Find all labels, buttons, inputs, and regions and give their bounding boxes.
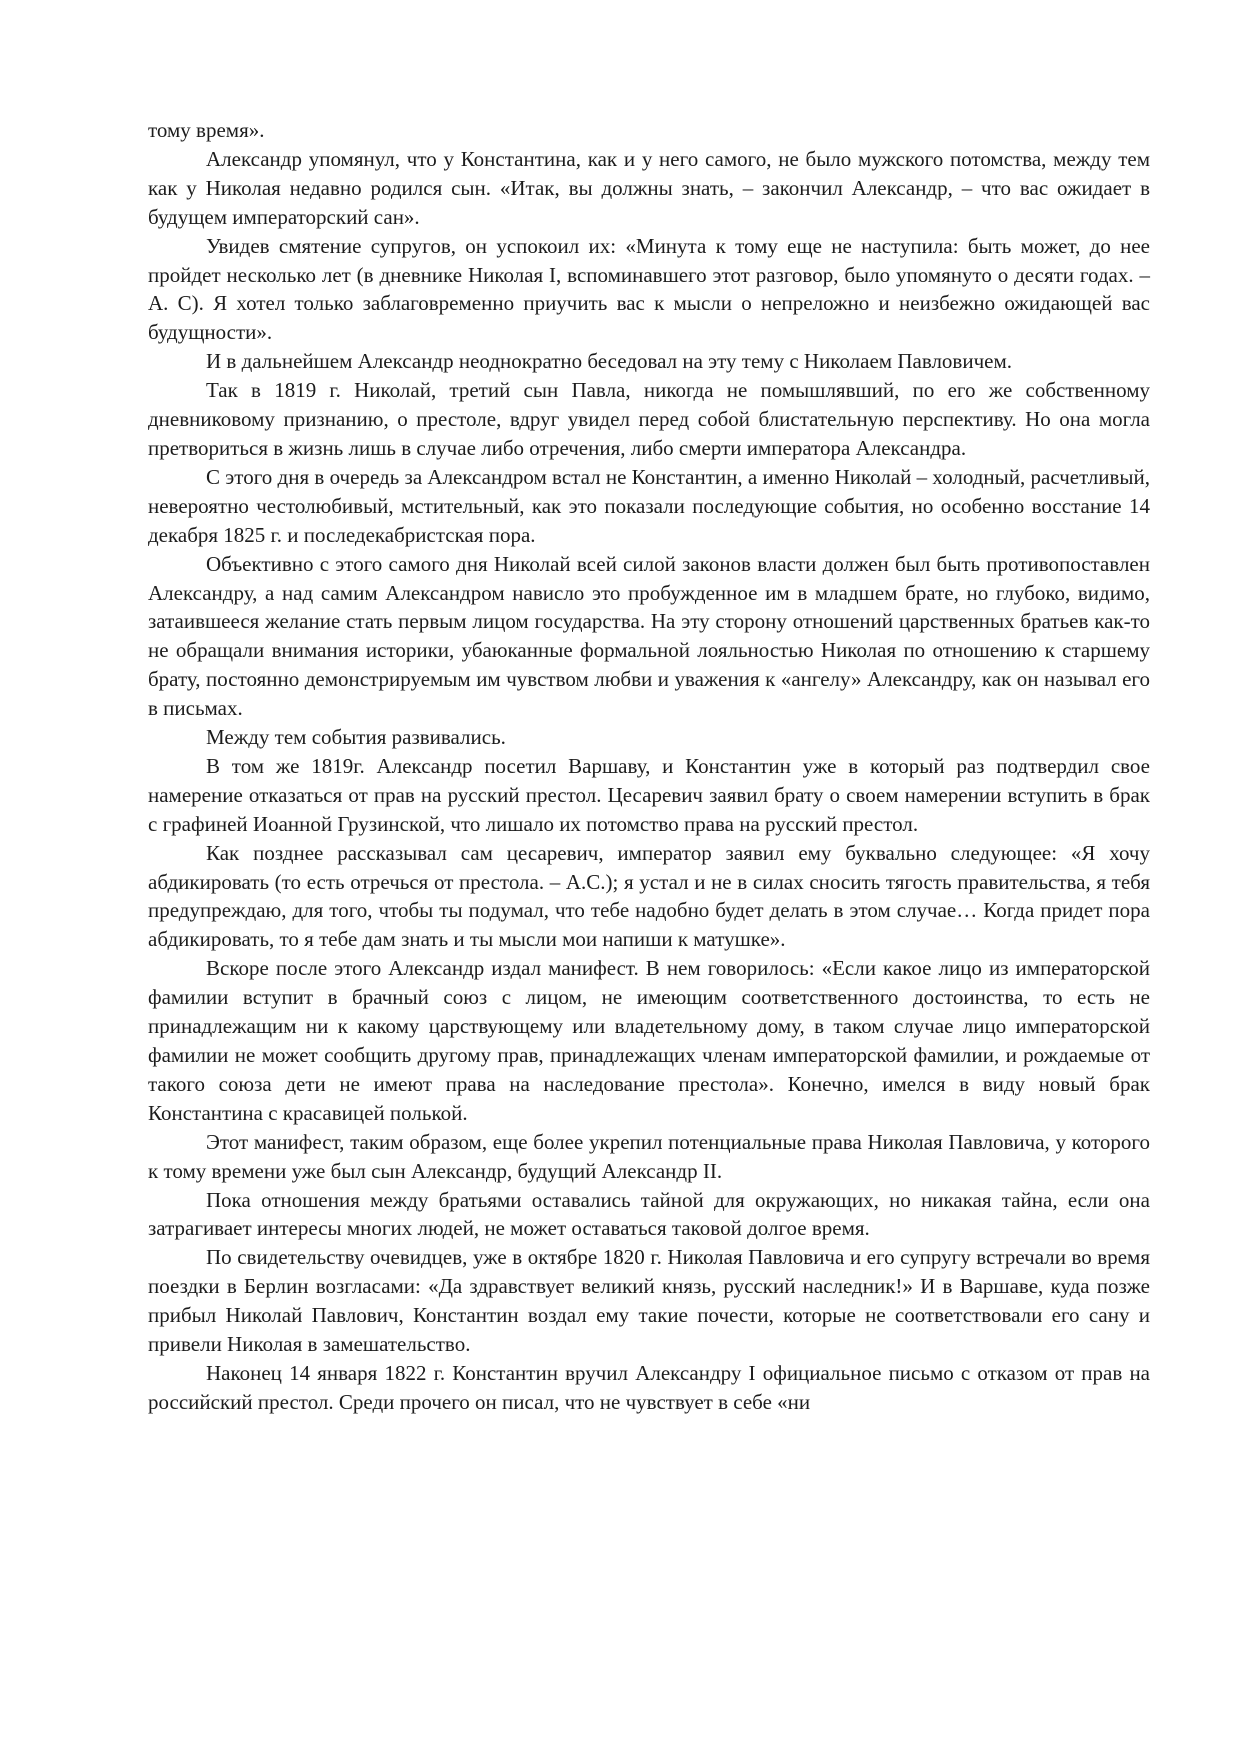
paragraph: Вскоре после этого Александр издал манифест. В нем говорилось: «Если какое лицо из императорской фамилии вступит в брачный союз с лицом, не имеющим соответственного достоинства, то есть не принадлежащим ни к какому царствующему или владетельному дому, в таком случае лицо императорской фамилии не может сообщить другому прав, принадлежащих членам императорской фамилии, и рождаемые от такого союза дети не имеют права на наследование престола». Конечно, имелся в виду новый брак Константина с красавицей полькой. bbox=[148, 956, 1150, 1125]
paragraph: Пока отношения между братьями оставались тайной для окружающих, но никакая тайна, если она затрагивает интересы многих людей, не может оставаться таковой долгое время. bbox=[148, 1187, 1150, 1241]
paragraph: Как позднее рассказывал сам цесаревич, император заявил ему буквально следующее: «Я хочу абдикировать (то есть отречься от престола. – А.С.); я устал и не в силах сносить тягость правительства, я тебя предупреждаю, для того, чтобы ты подумал, что тебе надобно будет делать в этом случае… Когда придет пора абдикировать, то я тебе дам знать и ты мысли мои напиши к матушке». bbox=[148, 840, 1150, 952]
paragraph: Объективно с этого самого дня Николай всей силой законов власти должен был быть противопоставлен Александру, а над самим Александром нависло это пробужденное им в младшем брате, но глубоко, видимо, затаившееся желание стать первым лицом государства. На эту сторону отношений царственных братьев как-то не обращали внимания историки, убаюканные формальной лояльностью Николая по отношению к старшему брату, постоянно демонстрируемым им чувством любви и уважения к «ангелу» Александру, как он называл его в письмах. bbox=[148, 551, 1150, 721]
paragraph: С этого дня в очередь за Александром встал не Константин, а именно Николай – холодный, расчетливый, невероятно честолюбивый, мстительный, как это показали последующие события, но особенно восстание 14 декабря 1825 г. и последекабристская пора. bbox=[148, 464, 1150, 547]
paragraph: тому время». bbox=[148, 118, 265, 142]
body-text bbox=[148, 116, 1150, 1417]
paragraph: Этот манифест, таким образом, еще более укрепил потенциальные права Николая Павловича, у которого к тому времени уже был сын Александр, будущий Александр II. bbox=[148, 1129, 1150, 1183]
paragraph: По свидетельству очевидцев, уже в октябре 1820 г. Николая Павловича и его супругу встречали во время поездки в Берлин возгласами: «Да здравствует великий князь, русский наследник!» И в Варшаве, куда позже прибыл Николай Павлович, Константин воздал ему такие почести, которые не соответствовали его сану и привели Николая в замешательство. bbox=[148, 1245, 1150, 1357]
paragraph: В том же 1819г. Александр посетил Варшаву, и Константин уже в который раз подтвердил свое намерение отказаться от прав на русский престол. Цесаревич заявил брату о своем намерении вступить в брак с графиней Иоанной Грузинской, что лишало их потомство права на русский престол. bbox=[148, 753, 1150, 836]
paragraph: Между тем события развивались. bbox=[206, 725, 506, 750]
paragraph: Увидев смятение супругов, он успокоил их: «Минута к тому еще не наступила: быть может, до нее пройдет несколько лет (в дневнике Николая I, вспоминавшего этот разговор, было упомянуто о десяти годах. – А. С). Я хотел только заблаговременно приучить вас к мысли о непреложно и неизбежно ожидающей вас будущности». bbox=[148, 233, 1150, 345]
paragraph: Так в 1819 г. Николай, третий сын Павла, никогда не помышлявший, по его же собственному дневниковому признанию, о престоле, вдруг увидел перед собой блистательную перспективу. Но она могла претвориться в жизнь лишь в случае либо отречения, либо смерти императора Александра. bbox=[148, 378, 1150, 460]
paragraph: Александр упомянул, что у Константина, как и у него самого, не было мужского потомства, между тем как у Николая недавно родился сын. «Итак, вы должны знать, – закончил Александр, – что вас ожидает в будущем императорский сан». bbox=[148, 146, 1150, 229]
paragraph: И в дальнейшем Александр неоднократно беседовал на эту тему с Николаем Павловичем. bbox=[206, 349, 1013, 374]
paragraph: Наконец 14 января 1822 г. Константин вручил Александру I официальное письмо с отказом от прав на российский престол. Среди прочего он писал, что не чувствует в себе «ни bbox=[148, 1360, 1150, 1414]
